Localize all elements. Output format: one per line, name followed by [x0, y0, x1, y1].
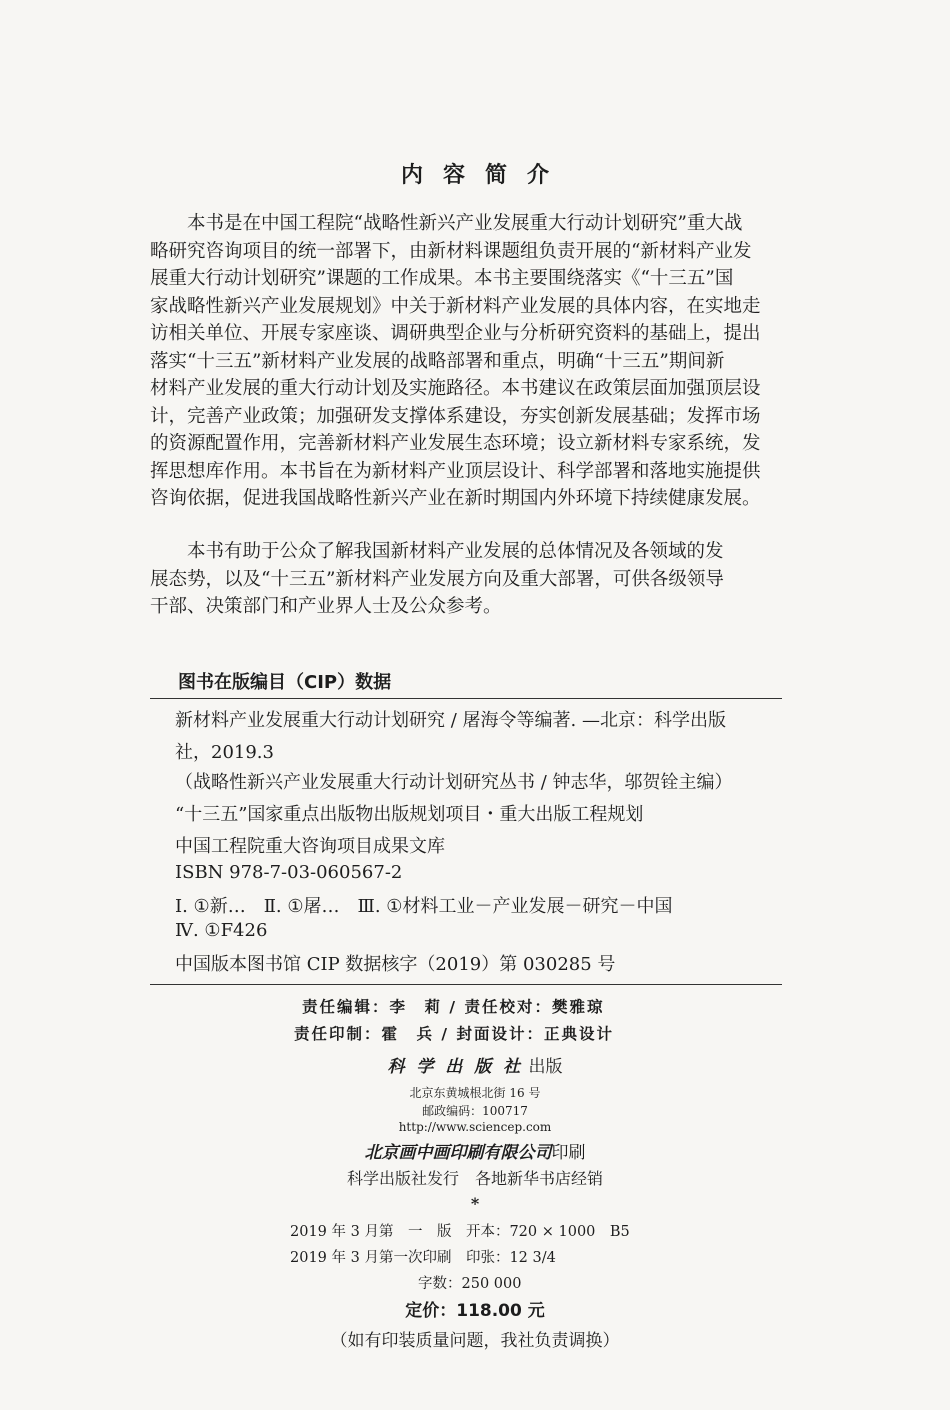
printer-suffix: 印刷 [551, 1143, 586, 1163]
text-line: 干部、决策部门和产业界人士及公众参考。 [150, 596, 502, 617]
text-line: 的资源配置作用，完善新材料产业发展生态环境；设立新材料专家系统，发 [150, 433, 761, 454]
cip-line: 中国工程院重大咨询项目成果文库 [175, 836, 445, 857]
publisher-postcode: 邮政编码：100717 [422, 1104, 528, 1118]
edition-info: 2019 年 3 月第 一 版 开本：720 × 1000 B5 [290, 1224, 630, 1240]
printing-info: 2019 年 3 月第一次印刷 印张：12 3/4 [290, 1250, 556, 1266]
text-line: 落实“十三五”新材料产业发展的战略部署和重点，明确“十三五”期间新 [150, 350, 725, 372]
intro-paragraph-2 [150, 538, 776, 621]
text-line: 计，完善产业政策；加强研发支撑体系建设，夯实创新发展基础；发挥市场 [150, 405, 761, 427]
text-line: 展态势，以及“十三五”新材料产业发展方向及重大部署，可供各级领导 [150, 568, 724, 590]
printer-line [0, 1138, 950, 1163]
text-line: 本书有助于公众了解我国新材料产业发展的总体情况及各领域的发 [187, 541, 724, 562]
text-line: 材料产业发展的重大行动计划及实施路径。本书建议在政策层面加强顶层设 [150, 378, 761, 399]
cip-classification: Ⅳ. ①F426 [175, 920, 268, 941]
cip-line: 新材料产业发展重大行动计划研究 / 屠海令等编著. —北京：科学出版 [175, 710, 726, 731]
text-line: 咨询依据，促进我国战略性新兴产业在新时期国内外环境下持续健康发展。 [150, 488, 761, 509]
divider [150, 698, 782, 699]
asterisk: * [470, 1194, 480, 1213]
cip-line: “十三五”国家重点出版物出版规划项目・重大出版工程规划 [175, 804, 644, 825]
publisher-name: 科 学 出 版 社 [387, 1057, 524, 1077]
quality-notice: （如有印装质量问题，我社负责调换） [330, 1331, 620, 1351]
cip-heading: 图书在版编目（CIP）数据 [178, 672, 392, 693]
cip-number: 中国版本图书馆 CIP 数据核字（2019）第 030285 号 [175, 954, 616, 975]
distribution: 科学出版社发行 各地新华书店经销 [346, 1169, 603, 1188]
price: 定价：118.00 元 [405, 1301, 545, 1321]
publisher-address: 北京东黄城根北街 16 号 [409, 1086, 541, 1100]
text-line: 本书是在中国工程院“战略性新兴产业发展重大行动计划研究”重大战 [187, 213, 743, 234]
cip-line: （战略性新兴产业发展重大行动计划研究丛书 / 钟志华，邬贺铨主编） [175, 772, 733, 793]
text-line: 略研究咨询项目的统一部署下，由新材料课题组负责开展的“新材料产业发 [150, 240, 752, 262]
intro-paragraph-1 [150, 210, 776, 513]
text-line: 展重大行动计划研究”课题的工作成果。本书主要围绕落实《“十三五”国 [150, 268, 734, 289]
text-line: 挥思想库作用。本书旨在为新材料产业顶层设计、科学部署和落地实施提供 [150, 460, 761, 482]
page-title: 内容简介 [400, 163, 569, 188]
cip-classification: Ⅰ. ①新… Ⅱ. ①屠… Ⅲ. ①材料工业－产业发展－研究－中国 [175, 896, 673, 917]
text-line: 家战略性新兴产业发展规划》中关于新材料产业发展的具体内容，在实地走 [150, 295, 761, 317]
isbn: ISBN 978-7-03-060567-2 [175, 862, 403, 883]
publisher-line [0, 1052, 950, 1077]
credits-editor: 责任编辑：李 莉 / 责任校对：樊雅琼 [302, 998, 605, 1016]
cip-line: 社，2019.3 [175, 742, 274, 763]
printer-name: 北京画中画印刷有限公司 [364, 1143, 552, 1163]
word-count: 字数：250 000 [418, 1276, 522, 1292]
publisher-suffix: 出版 [528, 1057, 563, 1077]
divider [150, 984, 782, 985]
text-line: 访相关单位、开展专家座谈、调研典型企业与分析研究资料的基础上，提出 [150, 323, 761, 344]
publisher-url: http://www.sciencep.com [398, 1120, 552, 1134]
credits-production: 责任印制：霍 兵 / 封面设计：正典设计 [294, 1025, 614, 1043]
